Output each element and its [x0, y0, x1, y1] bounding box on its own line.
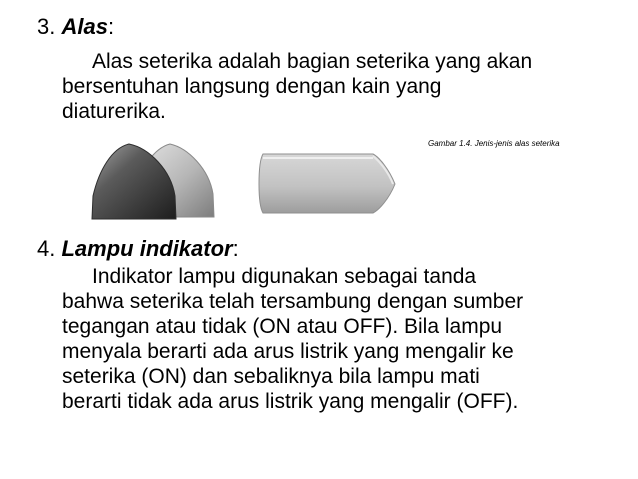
paragraph-line: berarti tidak ada arus listrik yang mengalir (OFF). [62, 390, 519, 413]
figure-caption: Gambar 1.4. Jenis-jenis alas seterika [428, 139, 560, 148]
paragraph-line: Alas seterika adalah bagian seterika yang akan [92, 50, 533, 73]
paragraph-line: diaturerika. [62, 100, 166, 123]
heading-title: Lampu indikator [61, 236, 233, 261]
heading-number: 3. [37, 14, 56, 39]
heading-colon: : [107, 14, 115, 39]
iron-soleplates-figure [88, 136, 396, 223]
heading-colon: : [232, 236, 239, 261]
paragraph-line: tegangan atau tidak (ON atau OFF). Bila lampu [62, 315, 503, 338]
paragraph-line: seterika (ON) dan sebaliknya bila lampu mati [62, 365, 480, 388]
paragraph-line: bersentuhan langsung dengan kain yang [62, 75, 442, 98]
iron-soleplates-image [88, 136, 396, 223]
paragraph-line: bahwa seterika telah tersambung dengan sumber [62, 290, 524, 313]
heading-title: Alas [61, 14, 108, 39]
heading-alas [37, 14, 114, 40]
paragraph-lampu-indikator [62, 264, 610, 414]
paragraph-line: Indikator lampu digunakan sebagai tanda [92, 265, 477, 288]
heading-lampu-indikator [37, 236, 239, 262]
paragraph-line: menyala berarti ada arus listrik yang mengalir ke [62, 340, 514, 363]
heading-number: 4. [37, 236, 56, 261]
paragraph-alas [62, 49, 610, 124]
flat-soleplate-shape [259, 154, 395, 213]
